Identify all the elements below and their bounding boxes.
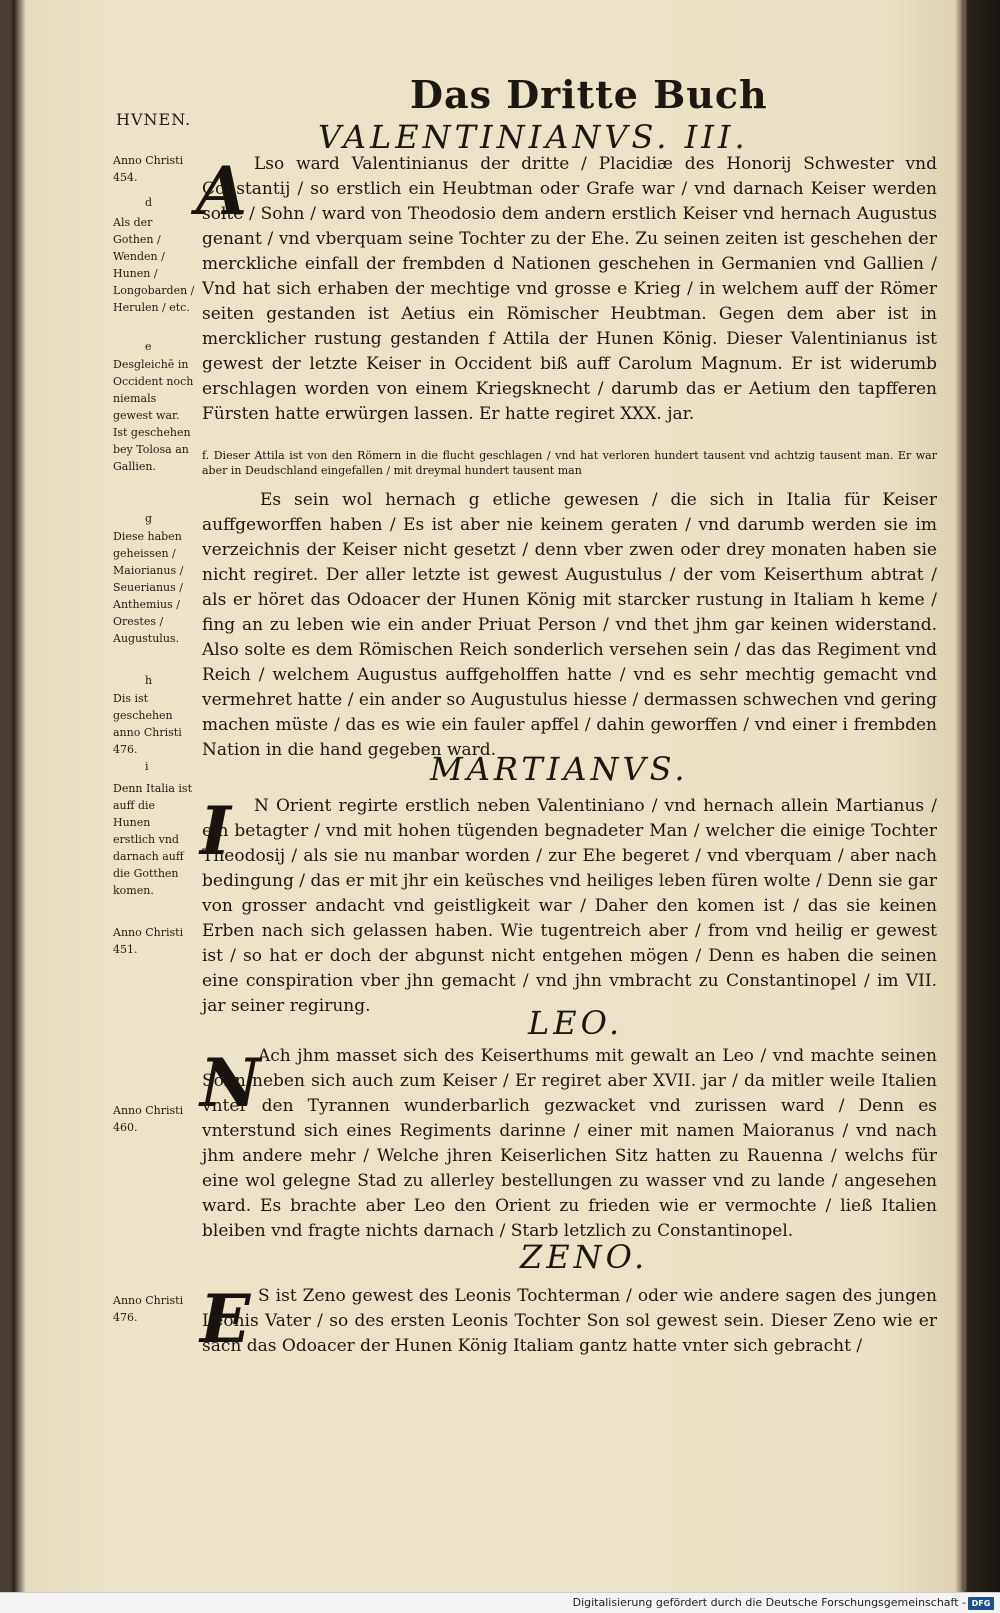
margin-note: Diese haben geheissen / Maiorianus / Seuerianus / Anthemius / Orestes / Augustulus. — [113, 530, 184, 645]
valentinianus-text: Lso ward Valentinianus der dritte / Placidiæ des Honorij Schwester vnd Constantij / so erstlich ein Heubtman oder Grafe war / vnd darnach Keiser werden solte / Sohn / ward von Theodosio dem andern erstlich Keiser vnd hernach Augustus genant / vnd vberquam seine Tochter zu der Ehe. Zu seinen zeiten ist geschehen der merckliche einfall der frembden d Nationen geschehen in Germanien vnd Gallien / Vnd hat sich erhaben der mechtige vnd grosse e Krieg / in welchem auff der Römer seiten gestanden ist Aetius ein Römischer Heubtman. Gegen dem aber ist in mercklicher rustung gestanden f Attila der Hunen König. Dieser Valentinianus ist gewest der letzte Keiser in Occident biß auff Carolum Magnum. Er ist widerumb erschlagen worden von einem Kriegsknecht / darumb das er Aetium den tapfferen Fürsten hatte erwürgen lassen. Er hatte regiret XXX. jar. — [202, 154, 937, 424]
margin-note: Anno Christi 460. — [113, 1104, 184, 1134]
leo-text: Ach jhm masset sich des Keiserthums mit gewalt an Leo / vnd machte seinen Sohn neben sich auch zum Keiser / Er regiret aber XVII. jar / da mitler weile Italien vnter den Tyrannen wunderbarlich gezwacket vnd zurissen ward / Denn es vnterstund sich eines Regiments darinne / einer mit namen Maioranus / vnd nach jhm andere mehr / Welche jhren Keiserlichen Sitz hatten zu Rauenna / welchs für eine wol gelegne Stad zu allerley bestellungen zu wasser vnd zu lande / angesehen ward. Es brachte aber Leo den Orient zu frieden wie er vermochte / ließ Italien bleiben vnd fragte nichts darnach / Starb letzlich zu Constantinopel. — [202, 1046, 937, 1241]
margin-note: e — [145, 340, 152, 353]
margin-note: g — [145, 512, 153, 525]
footer-bar — [0, 1592, 1000, 1613]
valentinianus-footnote: f. Dieser Attila ist von den Römern in die flucht geschlagen / vnd hat verloren hundert tausent vnd achtzig tausent man. Er war aber in Deudschland eingefallen / mit dreymal hundert tausent man — [202, 449, 937, 477]
drop-cap-a: A — [196, 152, 248, 230]
section-title-martianus: MARTIANVS. — [430, 750, 689, 788]
dfg-logo: DFG — [968, 1597, 994, 1610]
martianus-text: N Orient regirte erstlich neben Valentiniano / vnd hernach allein Martianus / ein betagter / vnd mit hohen tügenden begnadeter Man / welcher die einige Tochter Theodosij / als sie nu manbar worden / zur Ehe begeret / vnd vberquam / aber nach bedingung / das er mit jhr ein keüsches vnd heiliges leben füren wolte / Denn sie gar von grosser andacht vnd geistligkeit war / Daher den komen ist / das sie keinen Erben nach sich gelassen haben. Wie tugentreich aber / from vnd heilig er gewest ist / so hat er doch der abgunst nicht entgehen mögen / Denn es haben die seinen eine conspiration vber jhn gemacht / vnd jhn vmbracht zu Constantinopel / im VII. jar seiner regirung. — [202, 796, 937, 1016]
valentinianus-continuation: Es sein wol hernach g etliche gewesen / die sich in Italia für Keiser auffgeworffen haben / Es ist aber nie keinem geraten / vnd darumb werden sie im verzeichnis der Keiser nicht gesetzt / denn vber zwen oder drey monaten haben sie nicht regiret. Der aller letzte ist gewest Augustulus / der vom Keiserthum abtrat / als er höret das Odoacer der Hunen König mit starcker rustung in Italiam h keme / fing an zu leben wie ein ander Priuat Person / vnd thet jhm gar keinen widerstand. Also solte es dem Römischen Reich sonderlich versehen sein / das das Regiment vnd Reich / welchem Augustus auffgeholffen hatte / vnd es sehr mechtig gemacht vnd vermehret hatte / ein ander so Augustulus hiesse / dermassen schwechen vnd gering machen müste / das es wie ein fauler apffel / dahin geworffen / vnd einer i frembden Nation in die hand gegeben ward. — [202, 490, 937, 760]
section-title-valentinianus: VALENTINIANVS. III. — [318, 118, 749, 156]
margin-note: Denn Italia ist auff die Hunen erstlich vnd darnach auff die Gotthen komen. — [113, 782, 192, 897]
footer-credit: Digitalisierung gefördert durch die Deutsche Forschungsgemeinschaft - — [572, 1596, 966, 1609]
section-title-zeno: ZENO. — [520, 1238, 649, 1276]
margin-note: i — [145, 760, 149, 773]
margin-note: Dis ist geschehen anno Christi 476. — [113, 692, 182, 756]
page-edge — [962, 0, 966, 1590]
drop-cap-i: I — [200, 792, 231, 870]
margin-note: h — [145, 674, 153, 687]
margin-note: Als der Gothen / Wenden / Hunen / Longobarden / Herulen / etc. — [113, 216, 195, 314]
section-title-leo: LEO. — [528, 1004, 624, 1042]
drop-cap-n: N — [200, 1044, 261, 1122]
margin-note: Anno Christi 454. — [113, 154, 184, 184]
margin-note: d — [145, 196, 153, 209]
margin-note: Desgleichē in Occident noch niemals gewest war. Ist geschehen bey Tolosa an Gallien. — [113, 358, 194, 473]
drop-cap-e: E — [200, 1280, 251, 1358]
margin-note: Anno Christi 476. — [113, 1294, 184, 1324]
running-title: Das Dritte Buch — [410, 72, 768, 117]
zeno-text: S ist Zeno gewest des Leonis Tochterman / oder wie andere sagen des jungen Leonis Vater / so des ersten Leonis Tochter Son sol gewest sein. Dieser Zeno wie er sach das Odoacer der Hunen König Italiam gantz hatte vnter sich gebracht / — [202, 1286, 937, 1356]
running-head-left: HVNEN. — [116, 110, 192, 129]
margin-note: Anno Christi 451. — [113, 926, 184, 956]
